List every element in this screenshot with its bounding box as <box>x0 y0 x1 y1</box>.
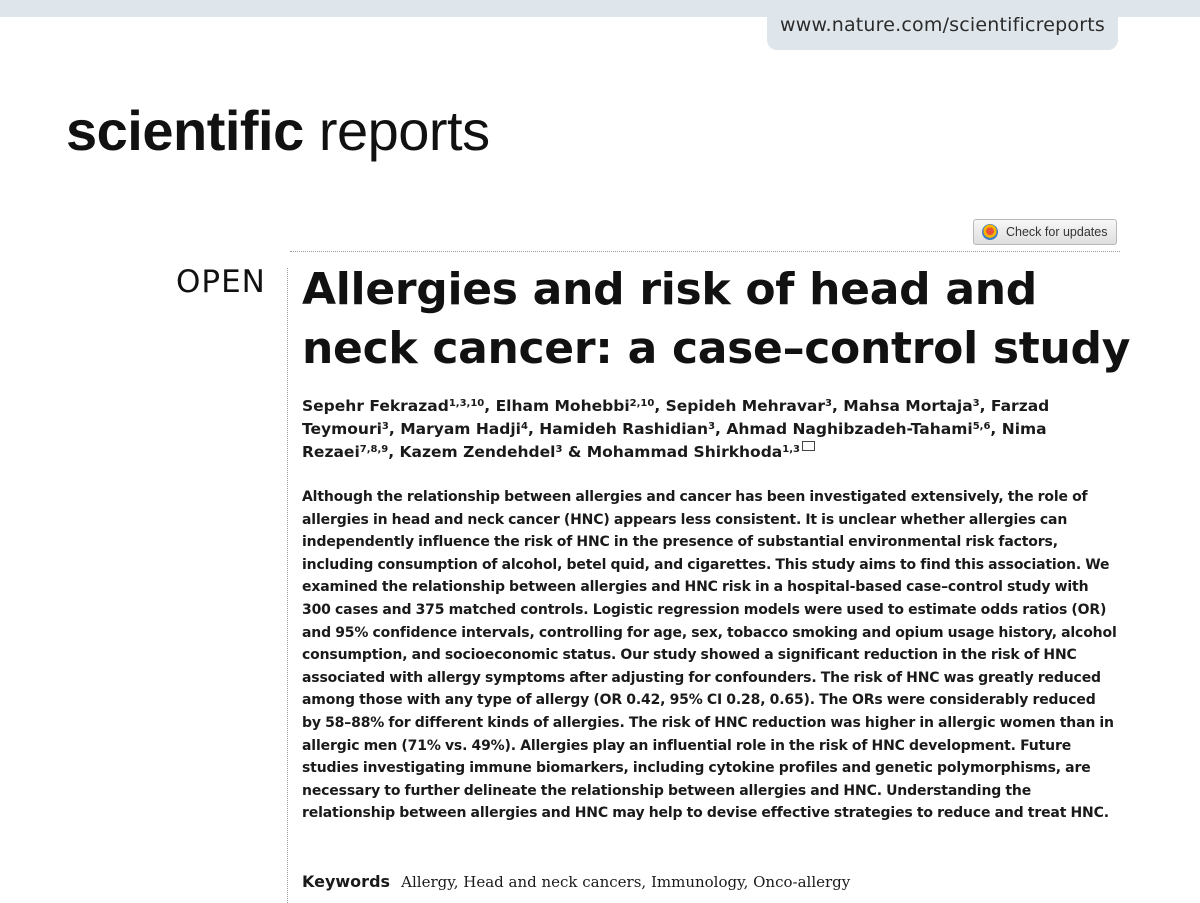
keywords-list: Allergy, Head and neck cancers, Immunology, Onco-allergy <box>401 873 851 891</box>
author-name[interactable]: Maryam Hadji <box>400 420 521 438</box>
crossmark-icon <box>982 224 998 240</box>
author-affiliation: 7,8,9 <box>359 444 389 455</box>
author-affiliation: 3 <box>381 421 389 432</box>
author-list: Sepehr Fekrazad$^{1,3,10}$, Elham Mohebbi$^{2,10}$, Sepideh Mehravar$^3$, Mahsa Mortaja$^3$, Farzad Teymouri$^3$, Maryam Hadji$^4$, Hamideh Rashidian$^3$, Ahmad Naghibzadeh-Tahami$^{5,6}$, Nima Rezaei$^{7,8,9}$, Kazem Zendehdel$^3$ & Mohammad Shirkhoda$^{1,3}$ <box>302 397 1050 461</box>
journal-logo-light: reports <box>318 99 490 162</box>
check-for-updates-label: Check for updates <box>1006 225 1108 239</box>
keywords <box>302 872 850 891</box>
author-name[interactable]: Elham Mohebbi <box>495 397 630 415</box>
check-for-updates-button[interactable] <box>973 219 1117 245</box>
author-name[interactable]: Farzad Teymouri <box>302 397 1050 438</box>
author-affiliation: 5,6 <box>972 421 991 432</box>
author-name[interactable]: Ahmad Naghibzadeh-Tahami <box>726 420 973 438</box>
journal-url[interactable]: www.nature.com/scientificreports <box>767 0 1118 50</box>
column-divider <box>287 268 288 903</box>
keywords-label: Keywords <box>302 872 391 891</box>
author-name[interactable]: Hamideh Rashidian <box>539 420 709 438</box>
author-affiliation: 4 <box>520 421 528 432</box>
envelope-icon[interactable] <box>802 441 815 451</box>
author-name[interactable]: Mohammad Shirkhoda <box>586 443 783 461</box>
header-divider <box>290 251 1120 252</box>
author-affiliation: 3 <box>972 398 980 409</box>
abstract: Although the relationship between allergies and cancer has been investigated extensively, the role of allergies in head and neck cancer (HNC) appears less consistent. It is unclear whether allergies can independently influence the risk of HNC in the presence of substantial environmental risk factors, including consumption of alcohol, betel quid, and cigarettes. This study aims to find this association. We examined the relationship between allergies and HNC risk in a hospital-based case–control study with 300 cases and 375 matched controls. Logistic regression models were used to estimate odds ratios (OR) and 95% confidence intervals, controlling for age, sex, tobacco smoking and opium usage history, alcohol consumption, and socioeconomic status. Our study showed a significant reduction in the risk of HNC associated with allergy symptoms after adjusting for confounders. The risk of HNC was greatly reduced among those with any type of allergy (OR 0.42, 95% CI 0.28, 0.65). The ORs were considerably reduced by 58–88% for different kinds of allergies. The risk of HNC reduction was higher in allergic women than in allergic men (71% vs. 49%). Allergies play an influential role in the risk of HNC development. Future studies investigating immune biomarkers, including cytokine profiles and genetic polymorphisms, are necessary to further delineate the relationship between allergies and HNC. Understanding the relationship between allergies and HNC may help to devise effective strategies to reduce and treat HNC. <box>302 489 1117 822</box>
author-name[interactable]: Sepideh Mehravar <box>665 397 826 415</box>
author-affiliation: 2,10 <box>629 398 655 409</box>
open-access-label: OPEN <box>176 264 266 300</box>
author-name[interactable]: Mahsa Mortaja <box>843 397 973 415</box>
author-affiliation: 1,3,10 <box>448 398 485 409</box>
author-affiliation: 3 <box>555 444 563 455</box>
article-title: Allergies and risk of head and neck cancer: a case–control study <box>302 264 1131 374</box>
journal-logo[interactable] <box>66 96 490 166</box>
author-affiliation: 1,3 <box>782 444 800 455</box>
author-name[interactable]: Nima Rezaei <box>302 420 1047 461</box>
author-name[interactable]: Sepehr Fekrazad <box>302 397 449 415</box>
author-name[interactable]: Kazem Zendehdel <box>399 443 556 461</box>
journal-logo-bold: scientific <box>66 99 304 162</box>
author-affiliation: 3 <box>708 421 716 432</box>
author-affiliation: 3 <box>825 398 832 409</box>
